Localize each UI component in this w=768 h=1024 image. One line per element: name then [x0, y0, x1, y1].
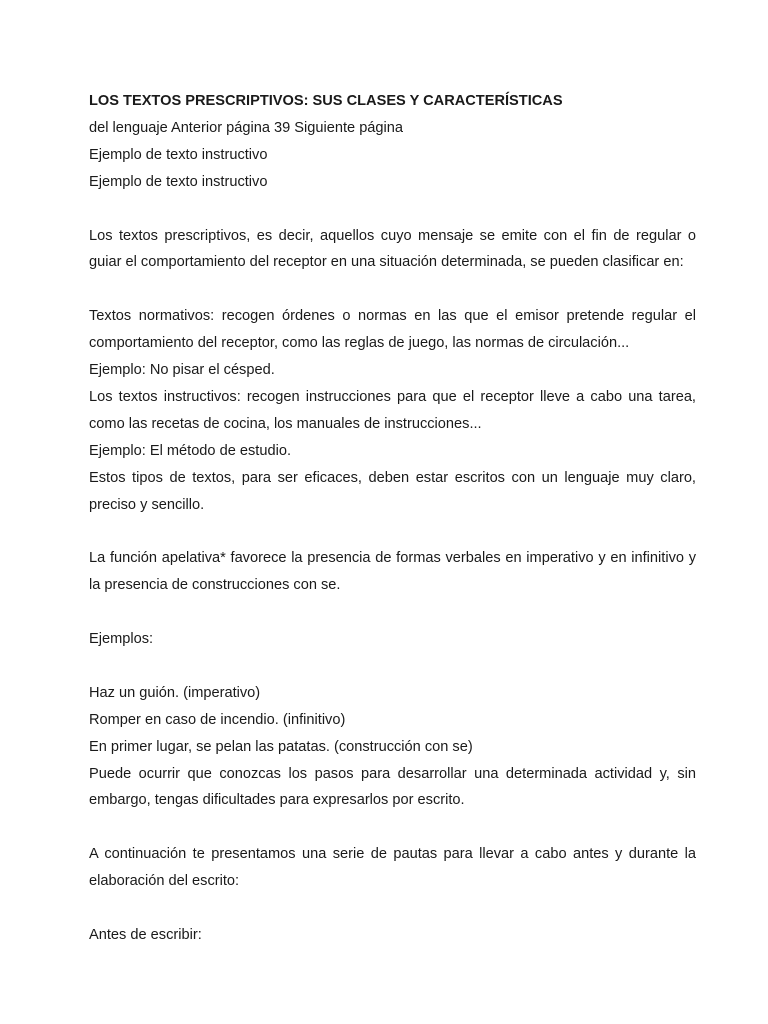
spacer [89, 518, 696, 545]
spacer [89, 599, 696, 626]
spacer [89, 653, 696, 680]
ejemplo-normativo: Ejemplo: No pisar el césped. [89, 362, 275, 379]
funcion-apelativa-paragraph: La función apelativa* favorece la presencia de formas verbales en imperativo y en infinitivo y la presencia de construcciones con se. [89, 550, 696, 594]
normativos-paragraph: Textos normativos: recogen órdenes o normas en las que el emisor pretende regular el comportamiento del receptor, como las reglas de juego, las normas de circulación... [89, 308, 696, 352]
ejemplo-construccion: En primer lugar, se pelan las patatas. (construcción con se) [89, 738, 473, 755]
ejemplo-imperativo: Haz un guión. (imperativo) [89, 684, 261, 701]
ejemplo-instructivo: Ejemplo: El método de estudio. [89, 442, 291, 459]
ejemplos-heading: Ejemplos: [89, 631, 154, 648]
spacer [89, 814, 696, 841]
example-link-1: Ejemplo de texto instructivo [89, 146, 268, 163]
document-page [89, 88, 696, 949]
pautas-paragraph: A continuación te presentamos una serie de pautas para llevar a cabo antes y durante la elaboración del escrito: [89, 846, 696, 890]
spacer [89, 196, 696, 223]
eficaces-paragraph: Estos tipos de textos, para ser eficaces, deben estar escritos con un lenguaje muy claro, preciso y sencillo. [89, 469, 696, 513]
antes-de-escribir-heading: Antes de escribir: [89, 926, 202, 943]
spacer [89, 276, 696, 303]
ejemplo-infinitivo: Romper en caso de incendio. (infinitivo) [89, 711, 346, 728]
dificultades-paragraph: Puede ocurrir que conozcas los pasos para desarrollar una determinada actividad y, sin embargo, tengas dificultades para expresarlos por escrito. [89, 765, 696, 809]
instructivos-paragraph: Los textos instructivos: recogen instrucciones para que el receptor lleve a cabo una tarea, como las recetas de cocina, los manuales de instrucciones... [89, 388, 696, 432]
intro-paragraph: Los textos prescriptivos, es decir, aquellos cuyo mensaje se emite con el fin de regular o guiar el comportamiento del receptor en una situación determinada, se pueden clasificar en: [89, 227, 696, 271]
navigation-line: del lenguaje Anterior página 39 Siguiente página [89, 119, 404, 136]
example-link-2: Ejemplo de texto instructivo [89, 173, 268, 190]
document-title: LOS TEXTOS PRESCRIPTIVOS: SUS CLASES Y CARACTERÍSTICAS [89, 93, 563, 109]
spacer [89, 895, 696, 922]
